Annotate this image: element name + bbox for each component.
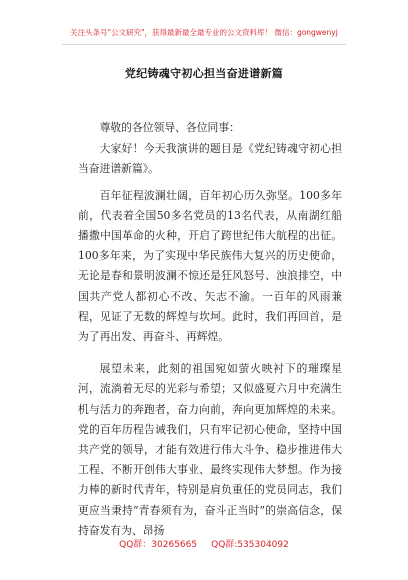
document-body xyxy=(78,118,342,541)
future-paragraph: 展望未来，此刻的祖国宛如萤火映衬下的璀璨星河，流淌着无尽的光彩与希望；又似盛夏六月中充满生机与活力的奔跑者，奋力向前，奔向更加辉煌的未来。党的百年历程告诫我们，只有牢记初心使命，坚持中国共产党的领导，才能有效进行伟大斗争、稳步推进伟大工程、不断开创伟大事业、最终实现伟大梦想。作为接力棒的新时代青年，特别是肩负重任的党员同志，我们更应当秉持“青春须有为，奋斗正当时”的崇高信念，保持奋发有为、昂扬 xyxy=(78,362,342,537)
opening-paragraph: 大家好！今天我演讲的题目是《党纪铸魂守初心担当奋进谱新篇》。 xyxy=(78,142,342,176)
history-paragraph: 百年征程波澜壮阔，百年初心历久弥坚。100多年前，代表着全国50多名党员的13名代表，从南湖红船播撒中国革命的火种，开启了跨世纪伟大航程的出征。100多年来，为了实现中华民族伟大复兴的历史使命，无论是春和景明波澜不惊还是狂风怒号、浊浪排空，中国共产党人都初心不改、矢志不渝。一百年的风雨兼程，见证了无数的辉煌与坎坷。此时，我们再回首，是为了再出发、再奋斗、再辉煌。 xyxy=(78,188,342,344)
footer-qq-group-1: QQ群：30265665 xyxy=(119,540,198,550)
document-title: 党纪铸魂守初心担当奋进谱新篇 xyxy=(124,67,284,80)
footer-contacts xyxy=(0,537,408,550)
header-divider xyxy=(62,44,346,45)
footer-qq-group-2: QQ群:535304092 xyxy=(211,540,289,550)
salutation-paragraph: 尊敬的各位领导、各位同事： xyxy=(99,121,240,134)
header-notice: 关注头条号"公文研究"，获得最新最全最专业的公文资料库！ 微信：gongwenyj xyxy=(70,28,338,37)
